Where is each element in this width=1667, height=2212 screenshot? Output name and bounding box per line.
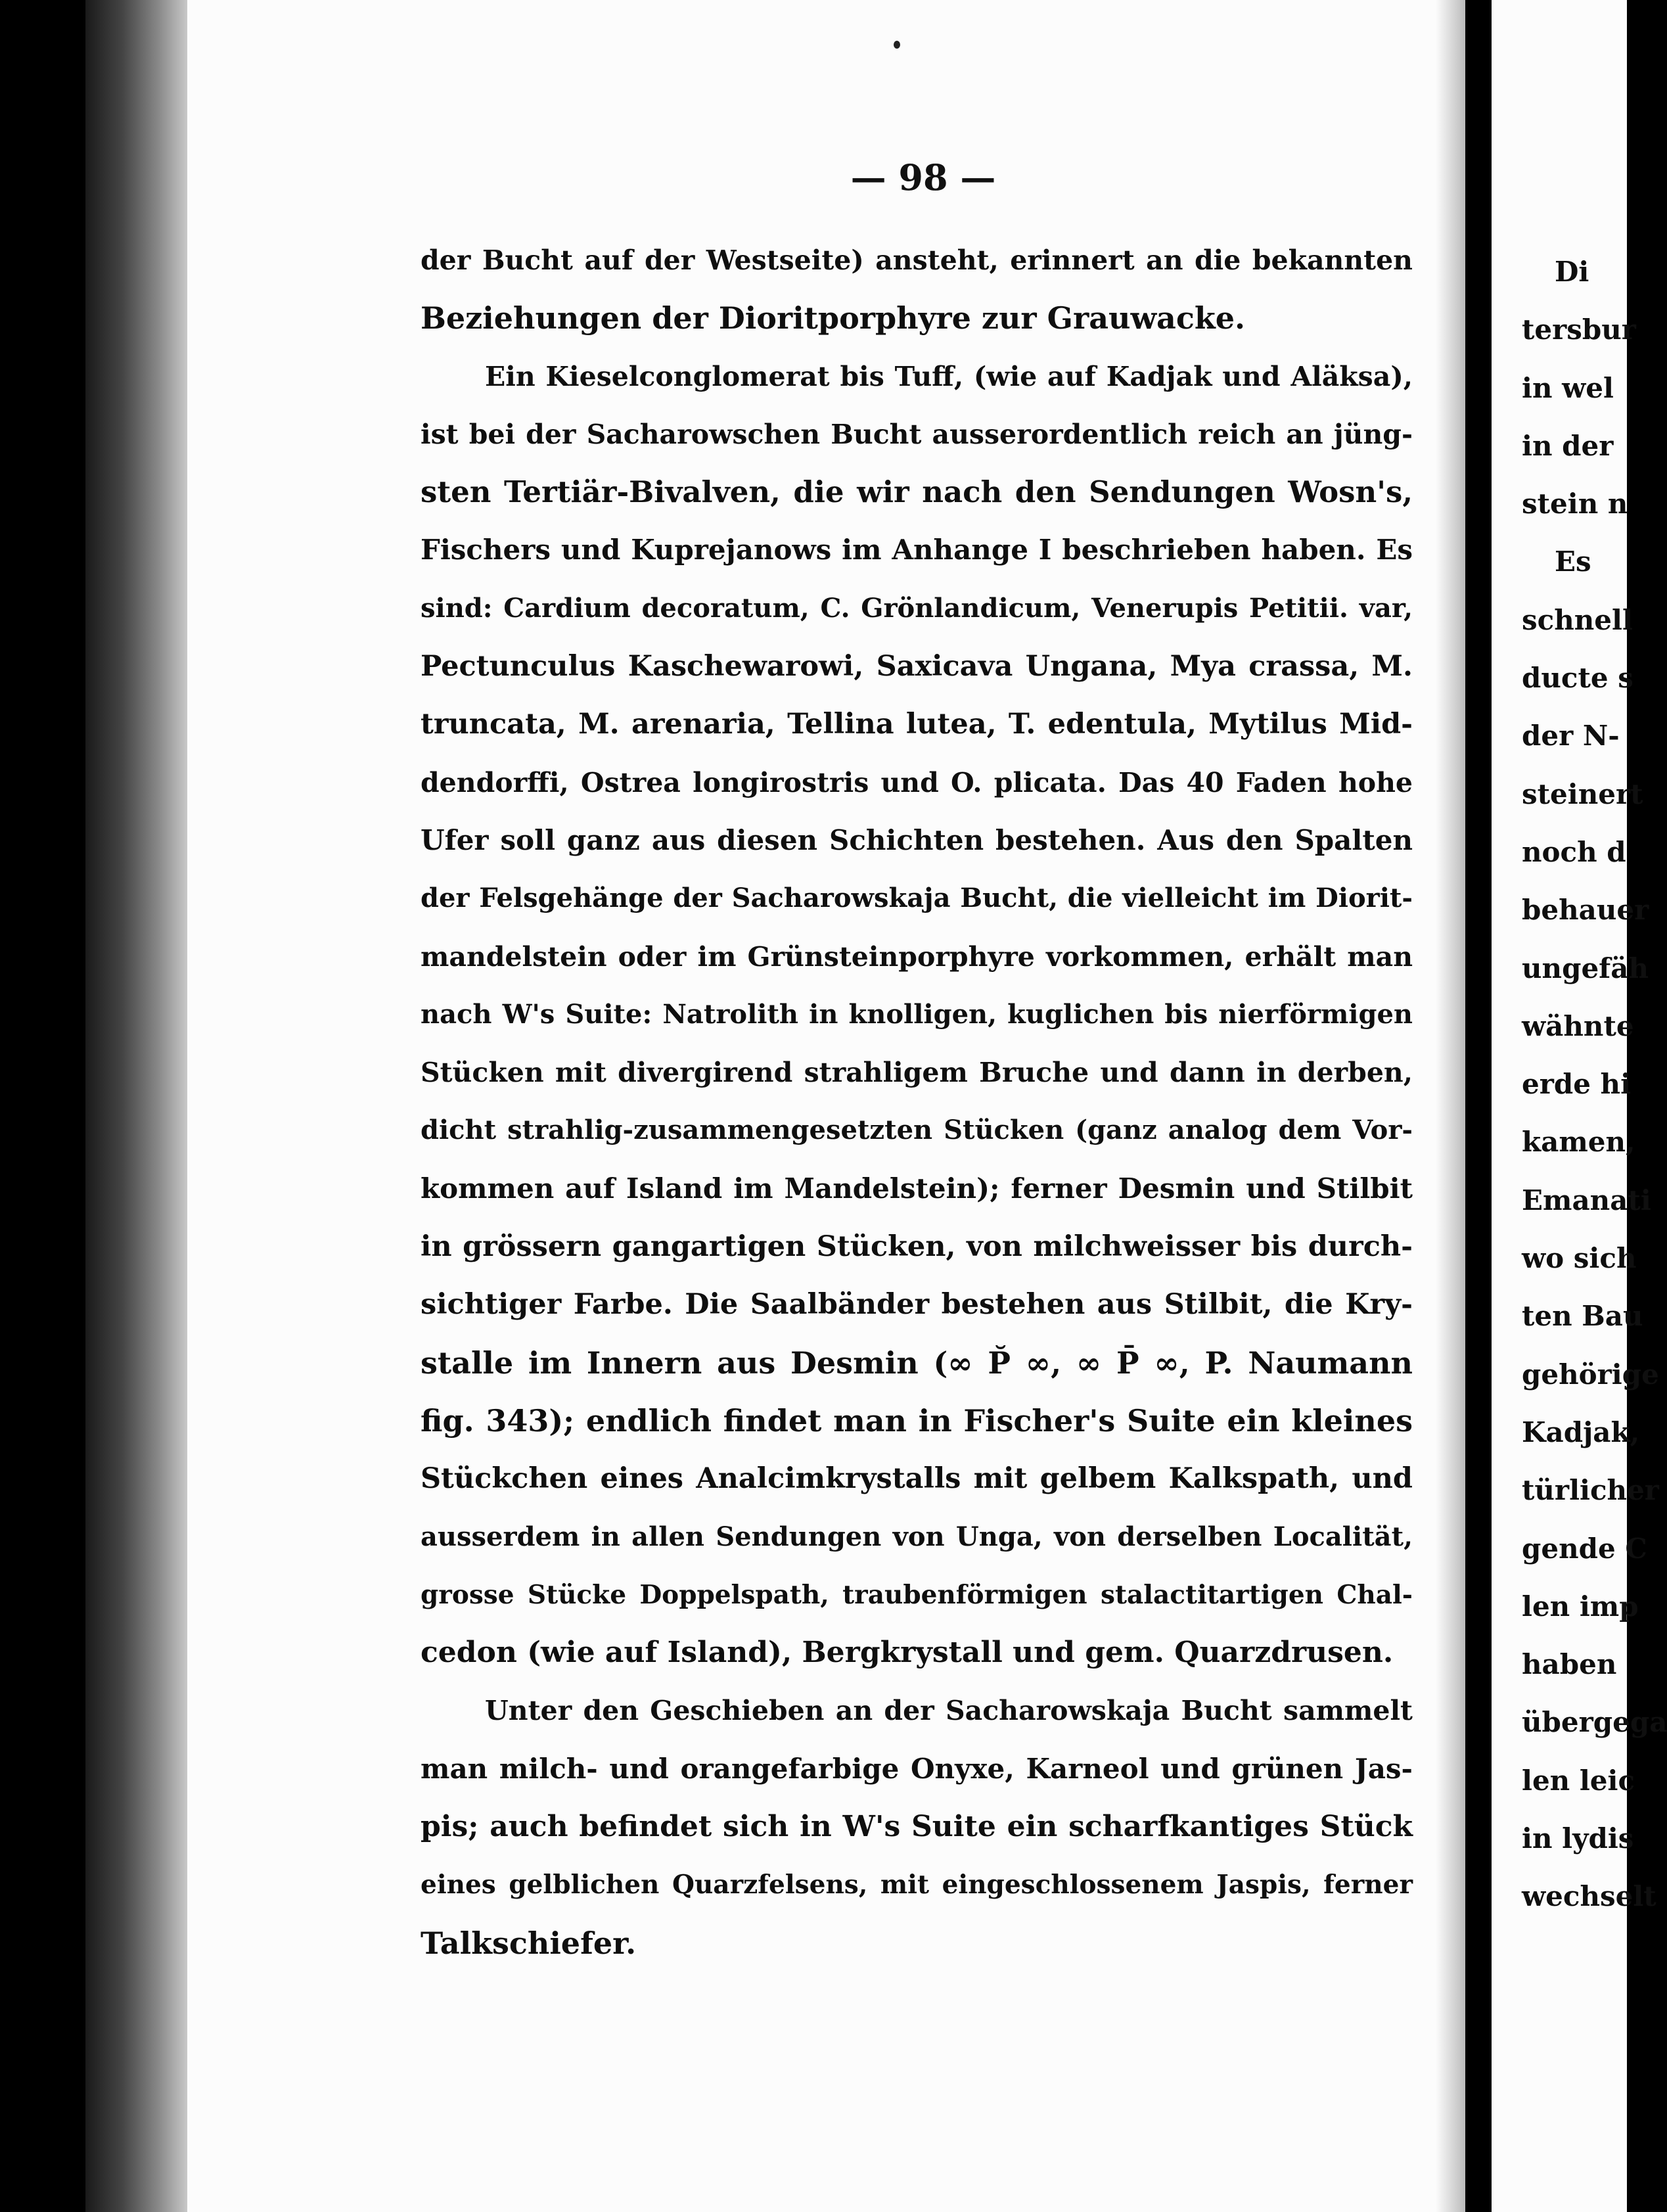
text-line: Stücken mit divergirend strahligem Bruche und dann in derben, [421, 1057, 1413, 1089]
facing-line: gehörige [1522, 1358, 1659, 1391]
facing-line: in wel [1522, 371, 1614, 404]
text-line: eines gelblichen Quarzfelsens, mit eingeschlossenem Jaspis, ferner [421, 1870, 1413, 1901]
text-line: kommen auf Island im Mandelstein); ferner Desmin und Stilbit [421, 1172, 1413, 1205]
text-line: cedon (wie auf Island), Bergkrystall und gem. Quarzdrusen. [421, 1636, 1394, 1670]
text-line: dendorffi, Ostrea longirostris und O. plicata. Das 40 Faden hohe [421, 766, 1413, 798]
facing-line: haben [1522, 1648, 1617, 1681]
text-line: Unter den Geschieben an der Sacharowskaja Bucht sammelt [485, 1695, 1413, 1727]
facing-line: Emanati [1522, 1184, 1651, 1216]
facing-line: wo sich [1522, 1242, 1637, 1275]
facing-line: len leic [1522, 1764, 1635, 1797]
facing-line: wähnte [1522, 1009, 1634, 1042]
ink-speck [894, 41, 900, 49]
text-line: sten Tertiär-Bivalven, die wir nach den Sendungen Wosn's, [421, 474, 1413, 510]
facing-line: tersbur [1522, 313, 1636, 346]
text-line: der Bucht auf der Westseite) ansteht, erinnert an die bekannten [421, 244, 1413, 276]
facing-line: Es [1555, 545, 1591, 578]
facing-line: der N- [1522, 720, 1620, 752]
facing-line: ducte s [1522, 662, 1633, 695]
book-gutter [85, 0, 191, 2212]
facing-line: übergega [1522, 1706, 1667, 1739]
text-line: truncata, M. arenaria, Tellina lutea, T. edentula, Mytilus Mid- [421, 708, 1413, 741]
text-line: ist bei der Sacharowschen Bucht ausserordentlich reich an jüng- [421, 418, 1413, 450]
page-number: — 98 — [850, 156, 996, 198]
text-line: nach W's Suite: Natrolith in knolligen, kuglichen bis nierförmigen [421, 998, 1413, 1030]
text-line: fig. 343); endlich findet man in Fischer's Suite ein kleines [421, 1402, 1413, 1439]
text-line: Fischers und Kuprejanows im Anhange I beschrieben haben. Es [421, 534, 1413, 566]
facing-line: behauer [1522, 894, 1649, 927]
facing-line: kamen, [1522, 1126, 1635, 1159]
facing-line: erde hi [1522, 1068, 1632, 1101]
text-line: sind: Cardium decoratum, C. Grönlandicum, Venerupis Petitii. var, [421, 592, 1413, 624]
facing-line: ungefäh [1522, 952, 1649, 984]
text-line: Beziehungen der Dioritporphyre zur Grauwacke. [421, 300, 1246, 336]
text-line: Stückchen eines Analcimkrystalls mit gelbem Kalkspath, und [421, 1462, 1413, 1496]
text-line: man milch- und orangefarbige Onyxe, Karneol und grünen Jas- [421, 1752, 1413, 1785]
facing-line: schnell [1522, 603, 1633, 636]
text-line: Ein Kieselconglomerat bis Tuff, (wie auf Kadjak und Aläksa), [485, 360, 1413, 392]
text-line: der Felsgehänge der Sacharowskaja Bucht, die vielleicht im Diorit- [421, 883, 1413, 914]
text-line: grosse Stücke Doppelspath, traubenförmigen stalactitartigen Chal- [421, 1579, 1413, 1610]
text-line: stalle im Innern aus Desmin (∞ P̆ ∞, ∞ P̄ ∞, P. Naumann [421, 1345, 1413, 1381]
text-line: Pectunculus Kaschewarowi, Saxicava Ungana, Mya crassa, M. [421, 650, 1413, 683]
facing-line: ten Bau [1522, 1300, 1643, 1333]
facing-line: Kadjak, [1522, 1416, 1640, 1448]
text-line: dicht strahlig-zusammengesetzten Stücken (ganz analog dem Vor- [421, 1115, 1413, 1146]
text-line: Talkschiefer. [421, 1925, 637, 1961]
facing-line: Di [1555, 256, 1589, 288]
facing-line: steinert [1522, 777, 1643, 810]
text-line: ausserdem in allen Sendungen von Unga, von derselben Localität, [421, 1521, 1413, 1552]
text-line: mandelstein oder im Grünsteinporphyre vorkommen, erhält man [421, 940, 1413, 973]
facing-page-text [1522, 243, 1667, 1926]
facing-line: len imp [1522, 1590, 1639, 1623]
facing-line: gende C [1522, 1532, 1647, 1565]
text-line: Ufer soll ganz aus diesen Schichten bestehen. Aus den Spalten [421, 823, 1413, 856]
facing-line: türlicher [1522, 1474, 1659, 1507]
text-line: in grössern gangartigen Stücken, von milchweisser bis durch- [421, 1230, 1413, 1264]
facing-line: stein n [1522, 488, 1628, 520]
facing-line: wechselt [1522, 1880, 1656, 1913]
facing-line: in der [1522, 429, 1614, 462]
text-line: sichtiger Farbe. Die Saalbänder bestehen aus Stilbit, die Kry- [421, 1288, 1413, 1322]
facing-line: in lydis [1522, 1822, 1634, 1855]
page-edge-shadow [1436, 0, 1465, 2212]
text-line: pis; auch befindet sich in W's Suite ein scharfkantiges Stück [421, 1810, 1413, 1844]
main-text-block [421, 231, 1413, 1972]
facing-line: noch d [1522, 835, 1626, 868]
